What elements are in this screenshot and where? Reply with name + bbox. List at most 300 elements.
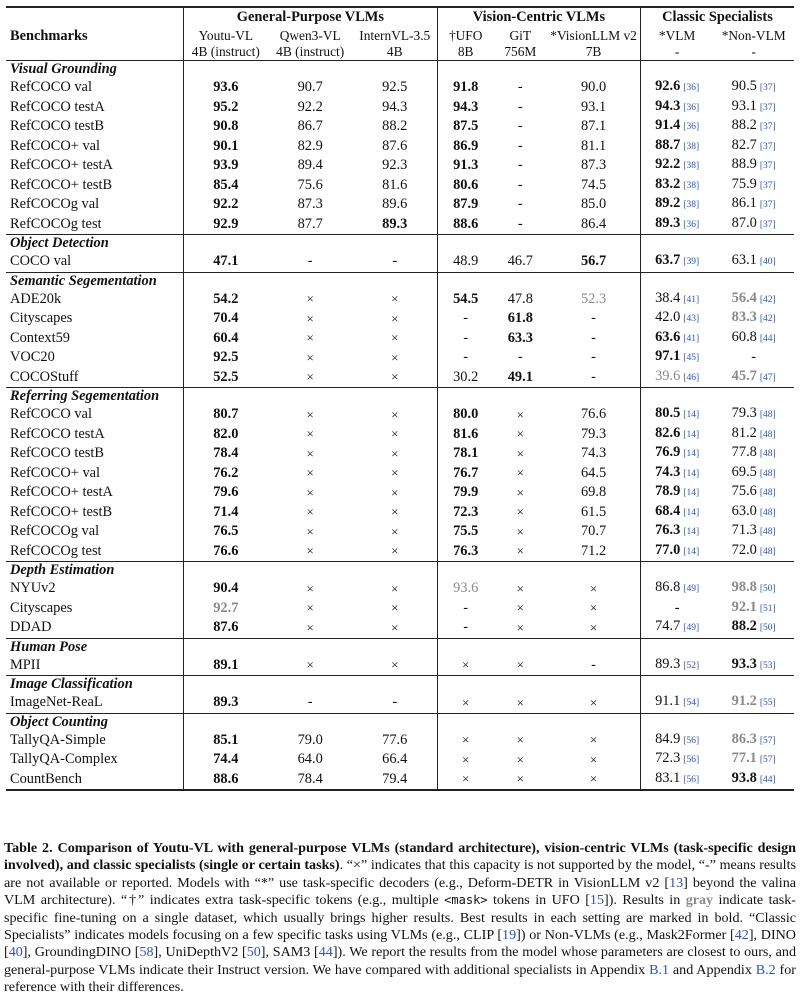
section-filler [268, 676, 353, 694]
citation-link[interactable]: [40] [759, 257, 776, 267]
score-value: × [516, 484, 524, 500]
score-value: × [516, 600, 524, 615]
score-value: 74.3 [655, 463, 681, 480]
appendix-link[interactable]: B.1 [649, 961, 670, 978]
score-value: × [516, 445, 524, 461]
score-value: 91.8 [453, 79, 479, 95]
score-value: × [391, 406, 399, 422]
score-cell [640, 156, 713, 176]
table-row [6, 252, 794, 272]
score-cell [713, 252, 794, 272]
score-value: 63.0 [731, 502, 757, 519]
score-cell [353, 579, 438, 599]
score-value: - [517, 349, 523, 365]
citation-link[interactable]: 40 [8, 944, 23, 961]
citation-link[interactable]: 58 [139, 944, 154, 961]
score-cell [547, 770, 640, 791]
citation-link[interactable]: [36] [683, 83, 700, 93]
mask-token: <mask> [444, 893, 488, 908]
citation-link[interactable]: [36] [683, 219, 700, 230]
score-cell [438, 252, 494, 272]
score-cell [547, 542, 640, 562]
score-cell [493, 156, 547, 176]
score-cell [547, 599, 640, 619]
score-value: 78.1 [453, 445, 479, 461]
citation-link[interactable]: [51] [759, 603, 776, 614]
score-cell [547, 405, 640, 425]
score-cell [640, 693, 713, 713]
section-filler [353, 713, 438, 731]
score-value: × [516, 406, 524, 422]
score-value: × [516, 580, 524, 596]
citation-link[interactable]: 44 [318, 944, 333, 961]
score-cell [547, 693, 640, 713]
score-value: 83.1 [655, 769, 681, 786]
citation-link[interactable]: [56] [683, 755, 700, 765]
score-cell [438, 137, 494, 157]
citation-link[interactable]: [37] [759, 122, 776, 132]
benchmark-name: RefCOCO+ testA [10, 484, 113, 500]
section-filler [183, 61, 268, 79]
citation-link[interactable]: [57] [759, 755, 776, 765]
score-cell [547, 348, 640, 368]
score-cell [547, 731, 640, 751]
citation-link[interactable]: [48] [759, 429, 776, 440]
citation-link[interactable]: [41] [683, 294, 700, 305]
score-value: 87.3 [580, 157, 607, 173]
citation-link[interactable]: [48] [759, 488, 776, 498]
section-filler [353, 562, 438, 580]
score-value: 93.9 [213, 157, 239, 173]
citation-link[interactable]: [48] [759, 507, 776, 518]
citation-link[interactable]: [14] [683, 449, 700, 459]
citation-link[interactable]: [14] [683, 429, 700, 440]
score-value: × [306, 484, 314, 500]
score-cell [438, 309, 494, 329]
citation-link[interactable]: [37] [759, 161, 776, 171]
table-row [6, 176, 794, 196]
score-cell [268, 215, 353, 235]
score-cell [493, 252, 547, 272]
model-name: Youtu-VL [183, 28, 268, 44]
table-row [6, 522, 794, 542]
score-cell [493, 78, 547, 98]
score-cell [713, 78, 794, 98]
model-name: †UFO [438, 28, 494, 44]
score-cell [713, 503, 794, 523]
benchmark-name: NYUv2 [10, 580, 56, 596]
score-cell [713, 731, 794, 751]
table-row [6, 542, 794, 562]
score-cell [438, 405, 494, 425]
score-cell [183, 98, 268, 118]
score-cell [713, 483, 794, 503]
score-cell [183, 215, 268, 235]
citation-link[interactable]: [54] [683, 698, 700, 708]
citation-link[interactable]: [50] [759, 584, 776, 594]
score-value: 76.9 [655, 444, 681, 460]
citation-link[interactable]: [38] [683, 141, 700, 152]
score-cell [353, 464, 438, 484]
score-cell [268, 579, 353, 599]
citation-link[interactable]: [14] [683, 507, 700, 518]
citation-link[interactable]: [36] [683, 122, 700, 132]
citation-link[interactable]: [48] [759, 468, 776, 479]
score-cell [353, 770, 438, 791]
score-cell [438, 176, 494, 196]
score-value: 87.7 [297, 215, 323, 232]
score-value: 86.9 [453, 137, 479, 154]
score-value: 75.9 [731, 175, 757, 192]
score-value: 84.9 [655, 730, 681, 747]
citation-link[interactable]: [48] [759, 527, 776, 537]
citation-link[interactable]: [37] [759, 141, 776, 152]
score-cell [547, 137, 640, 157]
score-value: × [462, 657, 470, 672]
citation-link[interactable]: 50 [246, 944, 261, 961]
score-value: 92.5 [382, 79, 408, 95]
citation-link[interactable]: [37] [759, 83, 776, 93]
section-title: Depth Estimation [6, 562, 183, 580]
score-cell [640, 368, 713, 388]
score-cell [493, 98, 547, 118]
table-row [6, 348, 794, 368]
score-cell [183, 368, 268, 388]
table-row [6, 464, 794, 484]
citation-link[interactable]: 19 [502, 927, 517, 944]
score-cell [713, 368, 794, 388]
score-cell [353, 599, 438, 619]
score-value: × [306, 504, 314, 519]
score-cell [353, 444, 438, 464]
score-cell [493, 368, 547, 388]
score-cell [183, 348, 268, 368]
header-model-row [6, 28, 794, 44]
score-cell [438, 731, 494, 751]
table-row [6, 618, 794, 638]
citation-link[interactable]: [42] [759, 294, 776, 305]
section-filler [547, 61, 640, 79]
score-value: - [517, 118, 523, 134]
score-value: 90.5 [731, 78, 757, 94]
score-value: 85.1 [213, 731, 239, 748]
citation-link[interactable]: [53] [759, 660, 776, 671]
section-filler [547, 388, 640, 406]
citation-link[interactable]: [46] [683, 372, 700, 383]
score-value: 66.4 [382, 751, 408, 767]
citation-link[interactable]: 42 [734, 927, 749, 944]
score-cell [493, 425, 547, 445]
gray-word: gray [685, 892, 714, 909]
citation-link[interactable]: [41] [683, 333, 700, 344]
score-value: 82.0 [213, 425, 239, 442]
score-cell [493, 215, 547, 235]
score-value: × [306, 465, 314, 480]
model-size: 4B (instruct) [183, 44, 268, 61]
section-filler [640, 272, 713, 290]
score-value: 85.0 [580, 196, 607, 212]
benchmark-name: ImageNet-ReaL [10, 694, 103, 710]
score-cell [268, 522, 353, 542]
score-cell [183, 176, 268, 196]
score-cell [493, 290, 547, 310]
citation-link[interactable]: 13 [669, 874, 684, 891]
score-cell [183, 693, 268, 713]
citation-link[interactable]: [56] [683, 735, 700, 746]
score-value: × [589, 600, 598, 615]
citation-link[interactable]: [37] [759, 102, 776, 113]
benchmark-name: Context59 [10, 329, 70, 346]
citation-link[interactable]: [49] [683, 584, 700, 594]
citation-link[interactable]: [50] [759, 623, 776, 633]
table-row [6, 503, 794, 523]
model-size: - [713, 44, 794, 61]
citation-link[interactable]: [56] [683, 774, 700, 785]
score-cell [547, 195, 640, 215]
score-cell [183, 464, 268, 484]
score-cell [268, 693, 353, 713]
section-filler [713, 235, 794, 253]
section-filler [713, 61, 794, 79]
table-row [6, 579, 794, 599]
citation-link[interactable]: [36] [683, 102, 700, 113]
section-filler [353, 61, 438, 79]
model-name: *Non-VLM [721, 28, 786, 43]
section-filler [493, 388, 547, 406]
score-cell [353, 405, 438, 425]
citation-link[interactable]: [48] [759, 546, 776, 557]
score-value: 70.4 [213, 310, 239, 326]
score-cell [438, 444, 494, 464]
citation-link[interactable]: [14] [683, 546, 700, 557]
score-cell [183, 579, 268, 599]
score-value: 94.3 [453, 98, 479, 115]
score-cell [713, 348, 794, 368]
citation-link[interactable]: [38] [683, 180, 700, 191]
score-cell [183, 483, 268, 503]
score-cell [438, 618, 494, 638]
benchmark-name: VOC20 [10, 349, 55, 365]
score-value: × [306, 310, 314, 326]
score-value: 77.6 [382, 731, 408, 748]
score-value: - [517, 137, 523, 154]
citation-link[interactable]: [42] [759, 314, 776, 324]
citation-link[interactable]: [48] [759, 449, 776, 459]
score-cell [438, 542, 494, 562]
model-size: 4B (instruct) [268, 44, 353, 61]
score-value: × [589, 771, 598, 786]
citation-link[interactable]: [37] [759, 219, 776, 230]
caption-text: ]). Results in [604, 892, 686, 909]
score-value: 69.5 [731, 463, 757, 480]
benchmark-name: RefCOCOg val [10, 196, 100, 212]
score-value: 82.9 [297, 137, 323, 154]
citation-link[interactable]: [43] [683, 314, 700, 324]
citation-link[interactable]: 15 [589, 892, 605, 909]
score-value: 79.4 [382, 770, 408, 787]
citation-link[interactable]: [14] [683, 468, 700, 479]
citation-link[interactable]: [55] [759, 698, 776, 708]
score-cell [493, 618, 547, 638]
benchmark-name: RefCOCO+ testB [10, 503, 113, 520]
score-value: × [589, 619, 598, 635]
citation-link[interactable]: [57] [759, 735, 776, 746]
table-row [6, 290, 794, 310]
score-value: 80.5 [655, 405, 681, 421]
score-cell [547, 579, 640, 599]
score-cell [268, 731, 353, 751]
score-value: × [306, 619, 314, 635]
section-header-row [6, 61, 794, 79]
benchmark-name: ADE20k [10, 290, 62, 307]
table-row [6, 215, 794, 235]
model-size: 7B [547, 44, 640, 61]
score-cell [438, 215, 494, 235]
score-cell [547, 176, 640, 196]
score-cell [183, 252, 268, 272]
citation-link[interactable]: [49] [683, 623, 700, 633]
benchmarks-header: Benchmarks [10, 28, 88, 44]
section-filler [547, 638, 640, 656]
score-value: 76.6 [213, 542, 239, 559]
score-value: 63.6 [655, 328, 681, 345]
score-value: 89.4 [297, 157, 323, 173]
caption-text: ], DINO [ [4, 927, 796, 961]
benchmark-name: Cityscapes [10, 310, 73, 326]
table-row [6, 599, 794, 619]
benchmark-name: TallyQA-Simple [10, 731, 106, 748]
score-cell [268, 750, 353, 770]
score-cell [183, 770, 268, 791]
section-filler [268, 638, 353, 656]
citation-link[interactable]: [52] [683, 660, 700, 671]
score-cell [353, 368, 438, 388]
section-header-row [6, 272, 794, 290]
score-value: 88.9 [731, 156, 757, 172]
section-header-row [6, 235, 794, 253]
section-title: Image Classification [6, 676, 183, 694]
score-value: 74.7 [655, 618, 681, 634]
citation-link[interactable]: [39] [683, 257, 700, 267]
citation-link[interactable]: [37] [759, 200, 776, 210]
score-cell [640, 464, 713, 484]
score-value: 46.7 [507, 253, 533, 269]
table-row [6, 137, 794, 157]
score-cell [268, 599, 353, 619]
score-value: 93.1 [580, 98, 607, 115]
score-cell [353, 329, 438, 349]
table-row [6, 368, 794, 388]
section-header-row [6, 676, 794, 694]
score-value: 91.3 [453, 157, 479, 173]
score-value: 92.7 [213, 599, 239, 616]
score-cell [353, 503, 438, 523]
score-cell [493, 656, 547, 676]
section-filler [493, 638, 547, 656]
benchmark-name: Cityscapes [10, 599, 73, 616]
score-cell [438, 368, 494, 388]
score-value: 75.5 [453, 523, 479, 539]
citation-link[interactable]: [44] [759, 333, 776, 344]
benchmark-name: RefCOCO+ testB [10, 176, 113, 193]
score-cell [493, 522, 547, 542]
citation-link[interactable]: [48] [759, 410, 776, 420]
score-value: × [516, 426, 524, 441]
section-filler [353, 272, 438, 290]
section-filler [183, 562, 268, 580]
score-value: 74.4 [213, 751, 239, 767]
score-cell [547, 464, 640, 484]
section-filler [713, 272, 794, 290]
score-cell [183, 425, 268, 445]
score-value: 93.6 [453, 580, 479, 596]
citation-link[interactable]: [37] [759, 180, 776, 191]
caption-text: tokens in UFO [ [487, 892, 590, 909]
score-value: 78.4 [297, 770, 323, 787]
score-value: 86.8 [655, 579, 681, 595]
benchmark-name: RefCOCO+ val [10, 464, 101, 481]
score-value: 88.2 [731, 618, 757, 634]
score-cell [547, 329, 640, 349]
section-filler [183, 272, 268, 290]
score-cell [353, 195, 438, 215]
score-cell [640, 425, 713, 445]
citation-link[interactable]: [45] [683, 353, 700, 363]
score-value: 49.1 [507, 368, 533, 385]
score-value: 91.1 [655, 693, 681, 709]
table-row [6, 693, 794, 713]
score-cell [353, 542, 438, 562]
score-value: 60.8 [731, 328, 757, 345]
score-cell [353, 483, 438, 503]
score-value: 47.1 [213, 253, 239, 269]
citation-link[interactable]: [14] [683, 488, 700, 498]
section-filler [438, 388, 494, 406]
section-filler [547, 272, 640, 290]
table-row [6, 78, 794, 98]
section-header-row [6, 562, 794, 580]
score-cell [268, 483, 353, 503]
citation-link[interactable]: [14] [683, 410, 700, 420]
score-value: 83.2 [655, 175, 681, 192]
citation-link[interactable]: [38] [683, 200, 700, 210]
appendix-link[interactable]: B.2 [755, 961, 776, 978]
score-cell [493, 599, 547, 619]
score-value: × [589, 751, 598, 767]
score-value: 76.5 [213, 523, 239, 539]
score-value: 77.0 [655, 541, 681, 558]
citation-link[interactable]: [47] [759, 372, 776, 383]
score-cell [353, 309, 438, 329]
score-value: × [516, 504, 524, 519]
score-value: 86.3 [731, 730, 757, 747]
table-row [6, 770, 794, 791]
citation-link[interactable]: [44] [759, 774, 776, 785]
score-value: × [462, 732, 470, 747]
score-cell [640, 618, 713, 638]
score-value: 86.4 [580, 215, 607, 232]
section-filler [547, 562, 640, 580]
score-value: × [462, 771, 470, 786]
citation-link[interactable]: [38] [683, 161, 700, 171]
score-value: 75.6 [731, 483, 757, 499]
citation-link[interactable]: [14] [683, 527, 700, 537]
table-row [6, 98, 794, 118]
score-value: × [306, 369, 314, 384]
score-value: 76.3 [655, 522, 681, 538]
score-value: 64.5 [580, 464, 607, 481]
section-filler [640, 388, 713, 406]
